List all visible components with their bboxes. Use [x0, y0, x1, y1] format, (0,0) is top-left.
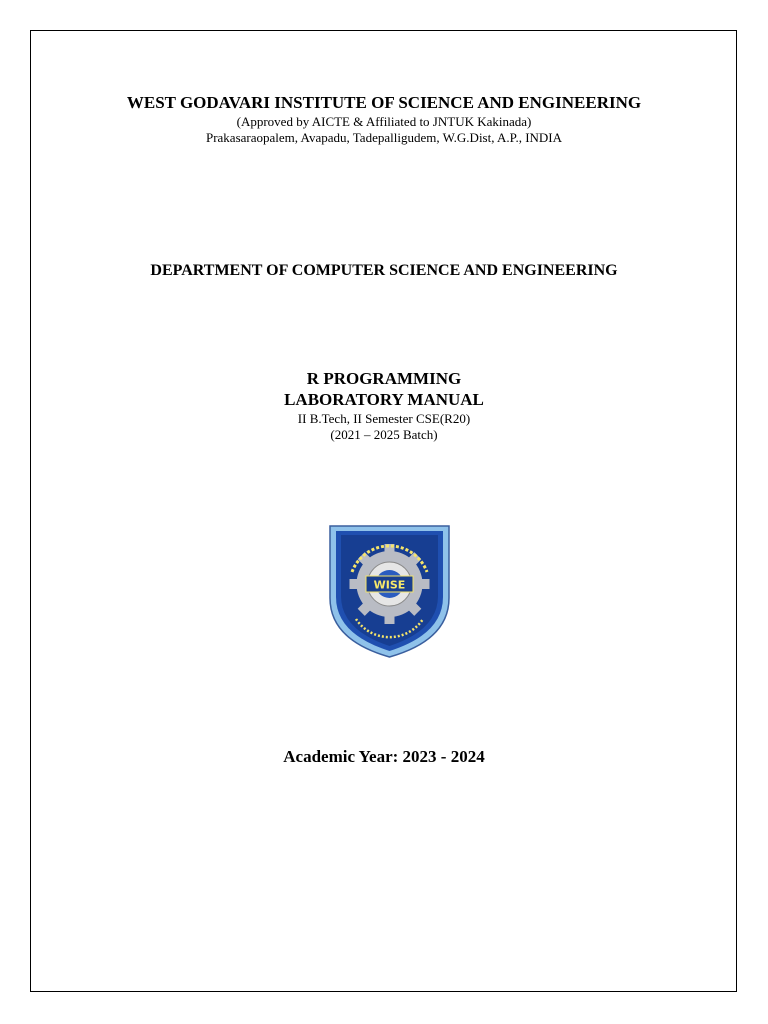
college-crest-svg: [326, 524, 453, 659]
college-crest-icon: [326, 524, 453, 659]
academic-year: Academic Year: 2023 - 2024: [283, 747, 485, 766]
subject-title: R PROGRAMMING: [306, 369, 462, 388]
page-border: [30, 30, 737, 992]
institute-name: WEST GODAVARI INSTITUTE OF SCIENCE AND ENGINEERING: [126, 93, 642, 112]
approval-line: (Approved by AICTE & Affiliated to JNTUK Kakinada): [236, 114, 532, 129]
institute-address: Prakasaraopalem, Avapadu, Tadepalligudem, W.G.Dist, A.P., INDIA: [205, 130, 563, 145]
manual-title: LABORATORY MANUAL: [284, 390, 484, 409]
crest-label: WISE: [373, 578, 406, 592]
batch-line: (2021 – 2025 Batch): [330, 427, 438, 442]
department-title: DEPARTMENT OF COMPUTER SCIENCE AND ENGINEERING: [150, 262, 618, 279]
semester-line: II B.Tech, II Semester CSE(R20): [297, 411, 471, 426]
